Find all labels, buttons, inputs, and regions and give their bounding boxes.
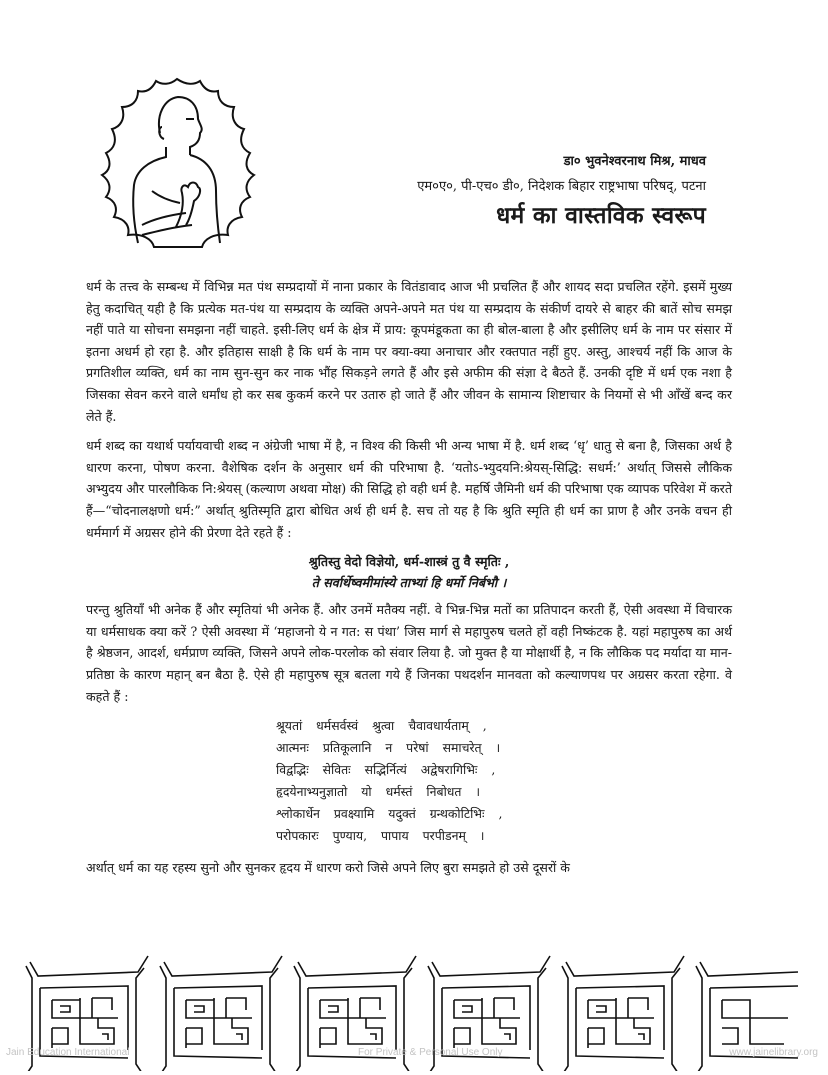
paragraph: धर्म शब्द का यथार्थ पर्यायवाची शब्द न अंग्रेजी भाषा में है, न विश्व की किसी भी अन्य भाषा में है. धर्म शब्द ‘धृ’ धातु से बना है, जिसका अर्थ है धारण करना, पोषण करना. वैशेषिक दर्शन के अनुसार धर्म की परिभाषा है. ‘यतोऽ-भ्युदयनि:श्रेयस्-सिद्धि: सधर्म:’ अर्थात् जिससे लौकिक अभ्युदय और पारलौकिक नि:श्रेयस् (कल्याण अथवा मोक्ष) की सिद्धि हो वही धर्म है. महर्षि जैमिनी धर्म की परिभाषा एक व्यापक परिवेश में करते हैं—“चोदनालक्षणो धर्म:” अर्थात् श्रुतिस्मृति द्वारा बोधित अर्थ ही धर्म है. सच तो यह है कि श्रुति स्मृति ही धर्म का प्राण है और उनके वचन ही धर्ममार्ग में अग्रसर होने की प्रेरणा देते रहते हैं :: [86, 438, 732, 540]
shloka-line: श्लोकार्धेन प्रवक्ष्यामि यदुक्तं ग्रन्थकोटिभिः ,: [276, 806, 503, 822]
author-name: डा० भुवनेश्वरनाथ मिश्र, माधव: [563, 154, 706, 169]
shloka-line: परोपकारः पुण्याय, पापाय परपीडनम् ।: [276, 828, 485, 844]
footer-usage-note: For Private & Personal Use Only: [358, 1047, 503, 1058]
verse-line: श्रुतिस्तु वेदो विज्ञेयो, धर्म-शास्त्रं तु वै स्मृतिः ,: [308, 554, 510, 570]
footer-publisher: Jain Education International: [6, 1047, 130, 1058]
monk-illustration: [82, 75, 272, 255]
verse-quote: [86, 551, 732, 593]
footer-website: www.jainelibrary.org: [729, 1047, 818, 1058]
shloka-line: श्रूयतां धर्मसर्वस्वं श्रुत्वा चैवावधार्यताम् ,: [276, 718, 487, 734]
page-footer: [0, 1047, 828, 1063]
shloka-line: आत्मनः प्रतिकूलानि न परेषां समाचरेत् ।: [276, 740, 501, 756]
meditating-monk-in-lotus-icon: [82, 75, 272, 255]
article-body: [86, 276, 732, 887]
shloka-line: हृदयेनाभ्यनुज्ञातो यो धर्मस्तं निबोधत ।: [276, 784, 481, 800]
shloka-line: विद्वद्भिः सेवितः सद्भिर्नित्यं अद्वेषरागिभिः ,: [276, 762, 496, 778]
author-credentials: एम०ए०, पी-एच० डी०, निदेशक बिहार राष्ट्रभाषा परिषद्, पटना: [417, 179, 706, 194]
verse-line: ते सर्वार्थेष्वमीमांस्ये ताभ्यां हि धर्मो निर्बभौ ।: [311, 575, 507, 591]
paragraph: परन्तु श्रुतियाँ भी अनेक हैं और स्मृतियां भी अनेक हैं. और उनमें मतैक्य नहीं. वे भिन्न-भिन्न मतों का प्रतिपादन करती हैं, ऐसी अवस्था में विचारक या धर्मसाधक क्या करें ? ऐसी अवस्था में ‘महाजनो ये न गत: स पंथा’ जिस मार्ग से महापुरुष चलते हों वही निष्कंटक है. यहां महापुरुष का अर्थ है श्रेष्ठजन, आदर्श, धर्मप्राण व्यक्ति, जिसने अपने लोक-परलोक को संवार लिया है. जो मुक्त है या मोक्षार्थी है, न कि लौकिक पद मर्यादा या मान-प्रतिष्ठा के कारण महान् बन बैठा है. ऐसे ही महापुरुष सूत्र बतला गये हैं जिनका पथदर्शन मानवता को कल्याणपथ पर अग्रसर करता रहेगा. वे कहते हैं :: [86, 602, 732, 704]
article-header: [417, 152, 706, 232]
article-title: धर्म का वास्तविक स्वरूप: [496, 203, 706, 229]
shloka-quote: [276, 715, 732, 847]
paragraph: धर्म के तत्त्व के सम्बन्ध में विभिन्न मत पंथ सम्प्रदायों में नाना प्रकार के वितंडावाद आज भी प्रचलित हैं और शायद सदा प्रचलित रहेंगे. इसमें मुख्य हेतु कदाचित् यही है कि प्रत्येक मत-पंथ या सम्प्रदाय के व्यक्ति अपने-अपने मत पंथ या सम्प्रदाय के संकीर्ण दायरे से बाहर की बातें सोच समझ नहीं पाते या सोचना समझना नहीं चाहते. इसी-लिए धर्म के क्षेत्र में प्राय: कूपमंडूकता का ही बोल-बाला है और इसीलिए धर्म के नाम पर संसार में इतना अधर्म हो रहा है. और इतिहास साक्षी है कि धर्म के नाम पर क्या-क्या अनाचार और रक्तपात नहीं हुए. अस्तु, आश्चर्य नहीं कि आज के प्रगतिशील व्यक्ति, धर्म का नाम सुन-सुन कर नाक भौंह सिकड़ने लगते हैं और इसे अफीम की संज्ञा दे बैठते हैं. उनकी दृष्टि में धर्म एक नशा है जिसका सेवन करने वाले धर्मांध हो कर सब कुकर्म करने पर उतारु हो जाते हैं और जीवन के सामान्य शिष्टाचार के नियमों से भी आँखें बन्द कर लेते हैं.: [86, 279, 732, 424]
paragraph: अर्थात् धर्म का यह रहस्य सुनो और सुनकर हृदय में धारण करो जिसे अपने लिए बुरा समझते हो उसे दूसरों के: [86, 860, 570, 876]
